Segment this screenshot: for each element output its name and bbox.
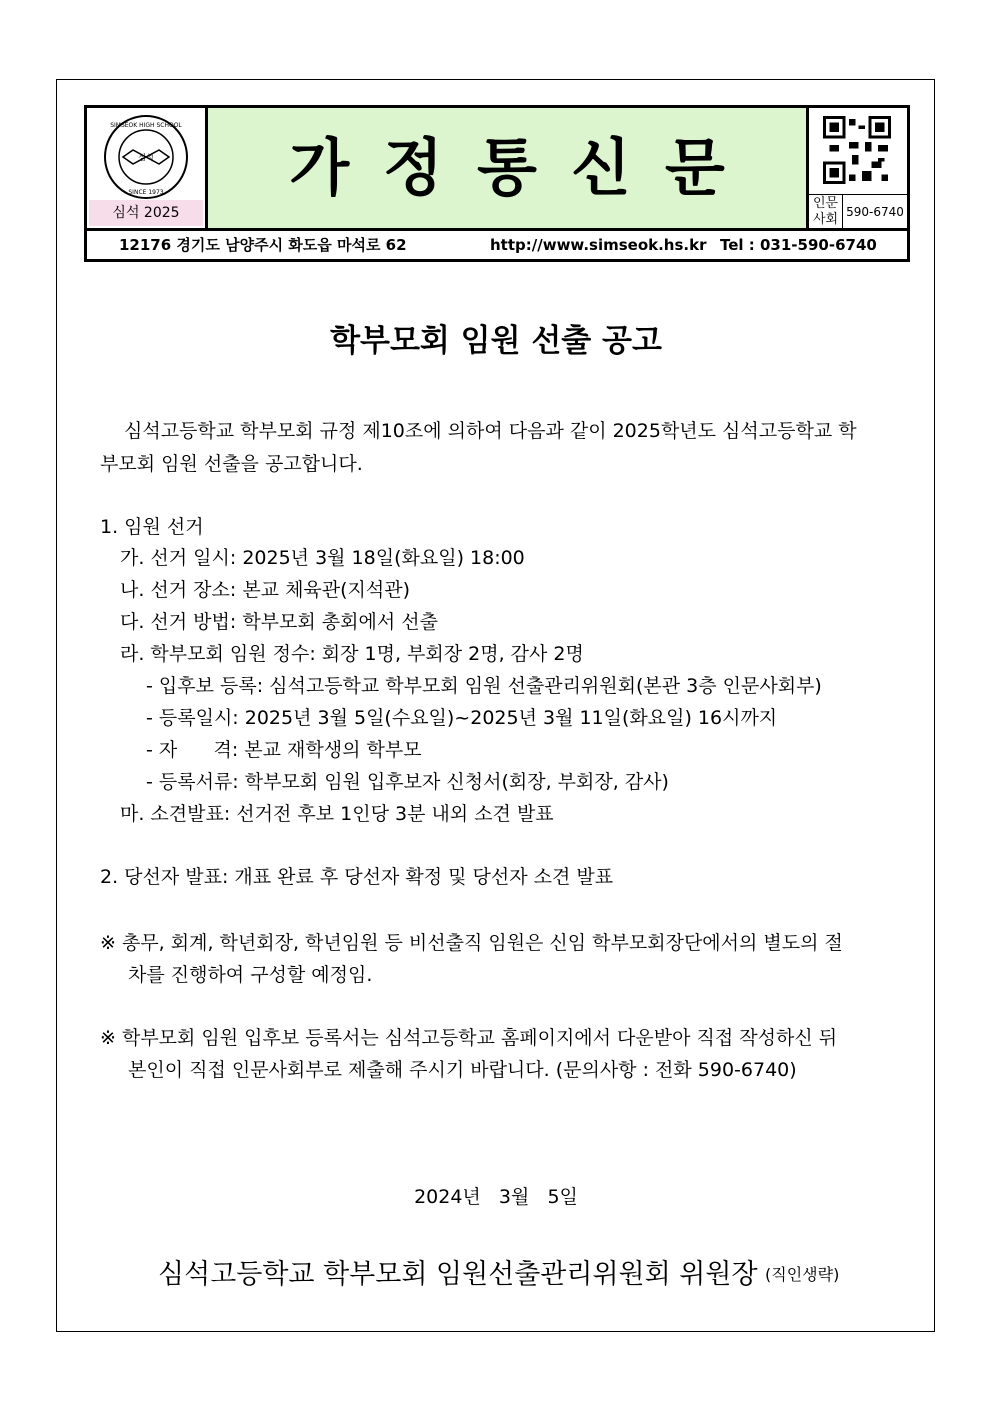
signature-signer: 심석고등학교 학부모회 임원선출관리위원회 위원장 [158, 1259, 758, 1290]
dept-label-line2: 사회 [812, 212, 839, 227]
section1-item: 나. 선거 장소: 본교 체육관(지석관) [120, 579, 411, 601]
qr-cell [806, 108, 907, 194]
section1-subitem: - 자 격: 본교 재학생의 학부모 [146, 739, 422, 761]
section1-item: 가. 선거 일시: 2025년 3월 18일(화요일) 18:00 [120, 547, 525, 569]
address-bar [87, 231, 907, 259]
school-address: 12176 경기도 남양주시 화도읍 마석로 62 [119, 236, 407, 254]
dept-label-line1: 인문 [812, 196, 839, 211]
notice-title: 학부모회 임원 선출 공고 [330, 323, 662, 359]
section1-item: 다. 선거 방법: 학부모회 총회에서 선출 [120, 611, 438, 633]
intro-line-2: 부모회 임원 선출을 공고합니다. [100, 453, 363, 475]
dept-label [809, 195, 843, 229]
school-emblem-icon [103, 114, 189, 200]
logo-cell [87, 108, 208, 231]
section1-item: 마. 소견발표: 선거전 후보 1인당 3분 내외 소견 발표 [120, 803, 554, 825]
svg-text:SIMSEOK HIGH SCHOOL: SIMSEOK HIGH SCHOOL [110, 122, 182, 129]
issue-label: 심석 2025 [89, 200, 203, 226]
seal-omitted-note: (직인생략) [765, 1265, 840, 1284]
masthead [84, 105, 910, 262]
section1-subitem: - 입후보 등록: 심석고등학교 학부모회 임원 선출관리위원회(본관 3층 인문사회부) [146, 675, 822, 697]
section1-heading: 1. 임원 선거 [100, 516, 204, 538]
note1-line-2: 차를 진행하여 구성할 예정임. [128, 964, 373, 986]
dept-cell [806, 194, 907, 231]
qr-code-icon[interactable] [823, 116, 891, 184]
svg-text:심석: 심석 [138, 153, 154, 162]
intro-line-1: 심석고등학교 학부모회 규정 제10조에 의하여 다음과 같이 2025학년도 심석고등학교 학 [124, 420, 857, 442]
note1-line-1: ※ 총무, 회계, 학년회장, 학년임원 등 비선출직 임원은 신임 학부모회장단에서의 별도의 절 [100, 932, 843, 954]
title-cell [208, 108, 806, 231]
dept-phone: 590-6740 [846, 205, 904, 219]
section2-announcement: 2. 당선자 발표: 개표 완료 후 당선자 확정 및 당선자 소견 발표 [100, 866, 614, 888]
svg-text:SINCE 1973: SINCE 1973 [128, 189, 164, 196]
note2-line-1: ※ 학부모회 임원 입후보 등록서는 심석고등학교 홈페이지에서 다운받아 직접 작성하신 뒤 [100, 1027, 838, 1049]
school-tel: Tel : 031-590-6740 [720, 236, 877, 254]
school-website-link[interactable]: http://www.simseok.hs.kr [490, 236, 707, 254]
newsletter-title: 가정통신문 [289, 131, 759, 204]
section1-subitem: - 등록일시: 2025년 3월 5일(수요일)~2025년 3월 11일(화요일) 16시까지 [146, 707, 778, 729]
section1-subitem: - 등록서류: 학부모회 임원 입후보자 신청서(회장, 부회장, 감사) [146, 771, 669, 793]
signature-date: 2024년 3월 5일 [414, 1186, 578, 1208]
note2-line-2: 본인이 직접 인문사회부로 제출해 주시기 바랍니다. (문의사항 : 전화 590-6740) [128, 1059, 797, 1081]
section1-item: 라. 학부모회 임원 정수: 회장 1명, 부회장 2명, 감사 2명 [120, 643, 584, 665]
